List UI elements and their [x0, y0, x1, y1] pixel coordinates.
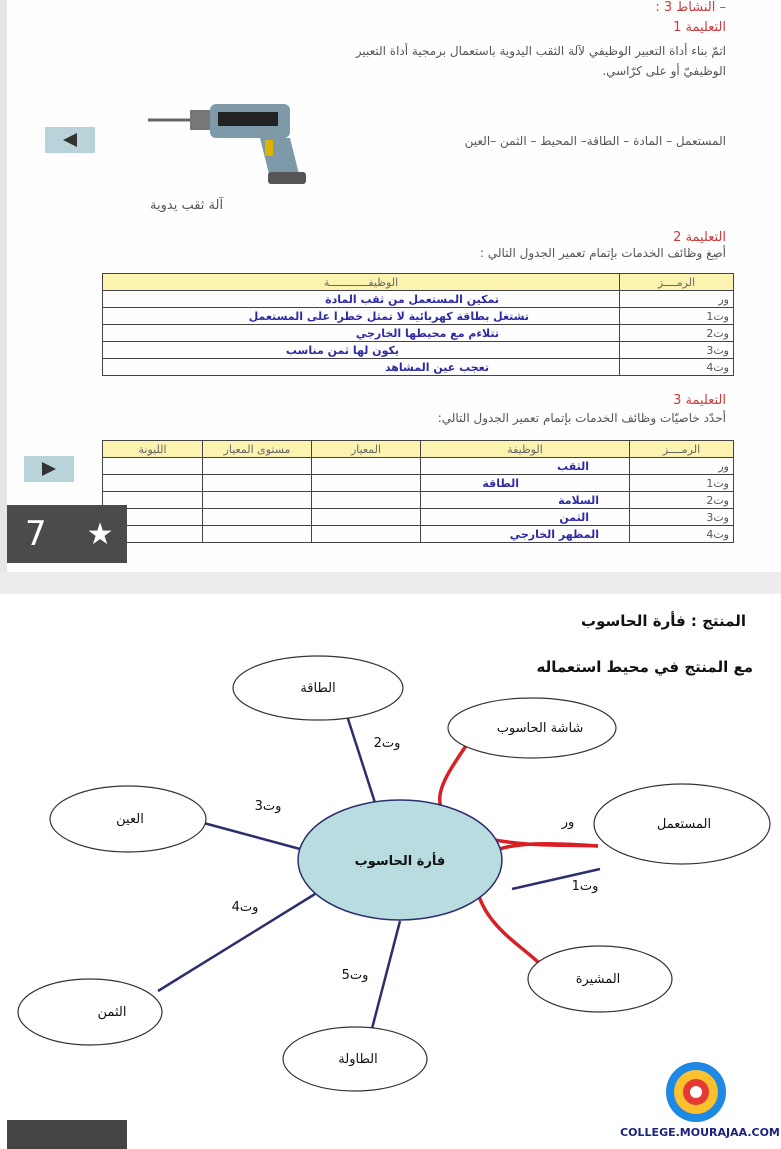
table-row	[103, 342, 734, 359]
table-cell-empty	[103, 458, 203, 475]
table-row	[103, 509, 734, 526]
page-badge[interactable]	[7, 505, 127, 563]
table-cell-function: المظهر الخارجي	[421, 526, 630, 543]
product-line: المنتج : فأرة الحاسوب	[581, 612, 746, 630]
page-edge	[0, 0, 7, 572]
table-header-row	[103, 274, 734, 291]
table-cell-function: تتلاءم مع محيطها الخارجي	[103, 325, 620, 342]
characteristics-table	[102, 440, 734, 543]
site-logo-text: COLLEGE.MOURAJAA.COM	[620, 1126, 780, 1139]
task3-text: أحدّد خاصيّات وظائف الخدمات بإتمام تعمير الجدول التالي:	[437, 411, 726, 425]
table-cell-code: وت1	[620, 308, 734, 325]
node-user-label: المستعمل	[656, 817, 712, 832]
table-cell-empty	[312, 458, 421, 475]
triangle-right-icon	[42, 462, 56, 476]
table-header-cell: مستوى المعيار	[203, 441, 312, 458]
task1-text-line1: اتمّ بناء أداة التعبير الوظيفي لآلة الثقب اليدوية باستعمال برمجية أداة التعبير	[355, 44, 726, 58]
task1-text-line2: الوظيفيّ أو على كرّاسي.	[602, 64, 726, 78]
edge-label-c3: وت3	[254, 799, 282, 814]
table-cell-function: يكون لها ثمن مناسب	[103, 342, 620, 359]
table-row	[103, 359, 734, 376]
edge-line-eye	[200, 822, 300, 849]
table-cell-function: تعجب عين المشاهد	[103, 359, 620, 376]
table-row	[103, 526, 734, 543]
table-header-cell: الرمــــز	[630, 441, 734, 458]
drill-caption: آلة ثقب يدوية	[150, 198, 224, 213]
table-row	[103, 458, 734, 475]
table-row	[103, 475, 734, 492]
table-cell-function: تمكين المستعمل من ثقب المادة	[103, 291, 620, 308]
star-icon: ★	[86, 516, 114, 552]
bottom-badge	[7, 1120, 127, 1149]
table-cell-code: ور	[620, 291, 734, 308]
table-cell-function: الثقب	[421, 458, 630, 475]
table-cell-code: وت4	[630, 526, 734, 543]
table-cell-empty	[312, 492, 421, 509]
elements-list: المستعمل – المادة – الطاقة– المحيط – الثمن –العين	[464, 134, 726, 148]
site-logo	[660, 1058, 732, 1124]
diagram-subtitle: مع المنتج في محيط استعماله	[536, 658, 753, 676]
edge-label-c5: وت5	[341, 968, 369, 983]
task1-title: التعليمة 1	[673, 20, 726, 35]
prev-arrow-button[interactable]	[45, 127, 95, 153]
table-header-cell: الوظيفــــــــــــة	[103, 274, 620, 291]
edge-line-table	[368, 921, 400, 1044]
node-table-label: الطاولة	[338, 1052, 378, 1067]
table-header-cell: الليونة	[103, 441, 203, 458]
table-row	[103, 291, 734, 308]
table-cell-empty	[103, 475, 203, 492]
table-cell-code: وت2	[630, 492, 734, 509]
table-cell-code: وت3	[630, 509, 734, 526]
table-cell-empty	[203, 526, 312, 543]
table-row	[103, 492, 734, 509]
triangle-left-icon	[63, 133, 77, 147]
node-price-label: الثمن	[97, 1005, 127, 1020]
node-eye-label: العين	[116, 812, 144, 827]
task3-title: التعليمة 3	[673, 393, 726, 408]
table-cell-code: وت1	[630, 475, 734, 492]
table-header-cell: الرمــــز	[620, 274, 734, 291]
table-cell-empty	[312, 475, 421, 492]
activity-title: – النشاط 3 :	[655, 0, 726, 15]
table-cell-empty	[312, 526, 421, 543]
table-cell-function: الطاقة	[421, 475, 630, 492]
table-cell-function: الثمن	[421, 509, 630, 526]
edge-label-c1: وت1	[571, 879, 599, 894]
functional-diagram	[0, 594, 781, 1120]
page-number: 7	[25, 514, 47, 554]
node-energy-label: الطاقة	[300, 681, 336, 696]
table-cell-empty	[203, 492, 312, 509]
node-price	[18, 979, 162, 1045]
edge-label-main: ور	[561, 815, 575, 830]
table-cell-code: ور	[630, 458, 734, 475]
edge-label-c2: وت2	[373, 736, 401, 751]
task2-title: التعليمة 2	[673, 230, 726, 245]
table-cell-code: وت2	[620, 325, 734, 342]
table-cell-empty	[203, 475, 312, 492]
table-row	[103, 308, 734, 325]
table-cell-function: السلامة	[421, 492, 630, 509]
edge-label-c4: وت4	[231, 900, 259, 915]
node-pointer-label: المشيرة	[575, 972, 621, 987]
next-arrow-button[interactable]	[24, 456, 74, 482]
table-cell-code: وت4	[620, 359, 734, 376]
node-screen-label: شاشة الحاسوب	[496, 721, 584, 736]
table-header-cell: الوظيفة	[421, 441, 630, 458]
table-cell-code: وت3	[620, 342, 734, 359]
table-cell-function: تشتغل بطاقة كهربائية لا تمثل خطرا على المستعمل	[103, 308, 620, 325]
page-separator	[0, 572, 781, 594]
functions-table	[102, 273, 734, 376]
task2-text: أصِغ وظائف الخدمات بإتمام تعمير الجدول التالي :	[480, 246, 726, 260]
table-row	[103, 325, 734, 342]
table-cell-empty	[312, 509, 421, 526]
table-header-row	[103, 441, 734, 458]
table-cell-empty	[203, 509, 312, 526]
center-node-label: فأرة الحاسوب	[354, 854, 446, 869]
hand-drill-image	[140, 98, 320, 198]
table-cell-empty	[203, 458, 312, 475]
table-header-cell: المعيار	[312, 441, 421, 458]
